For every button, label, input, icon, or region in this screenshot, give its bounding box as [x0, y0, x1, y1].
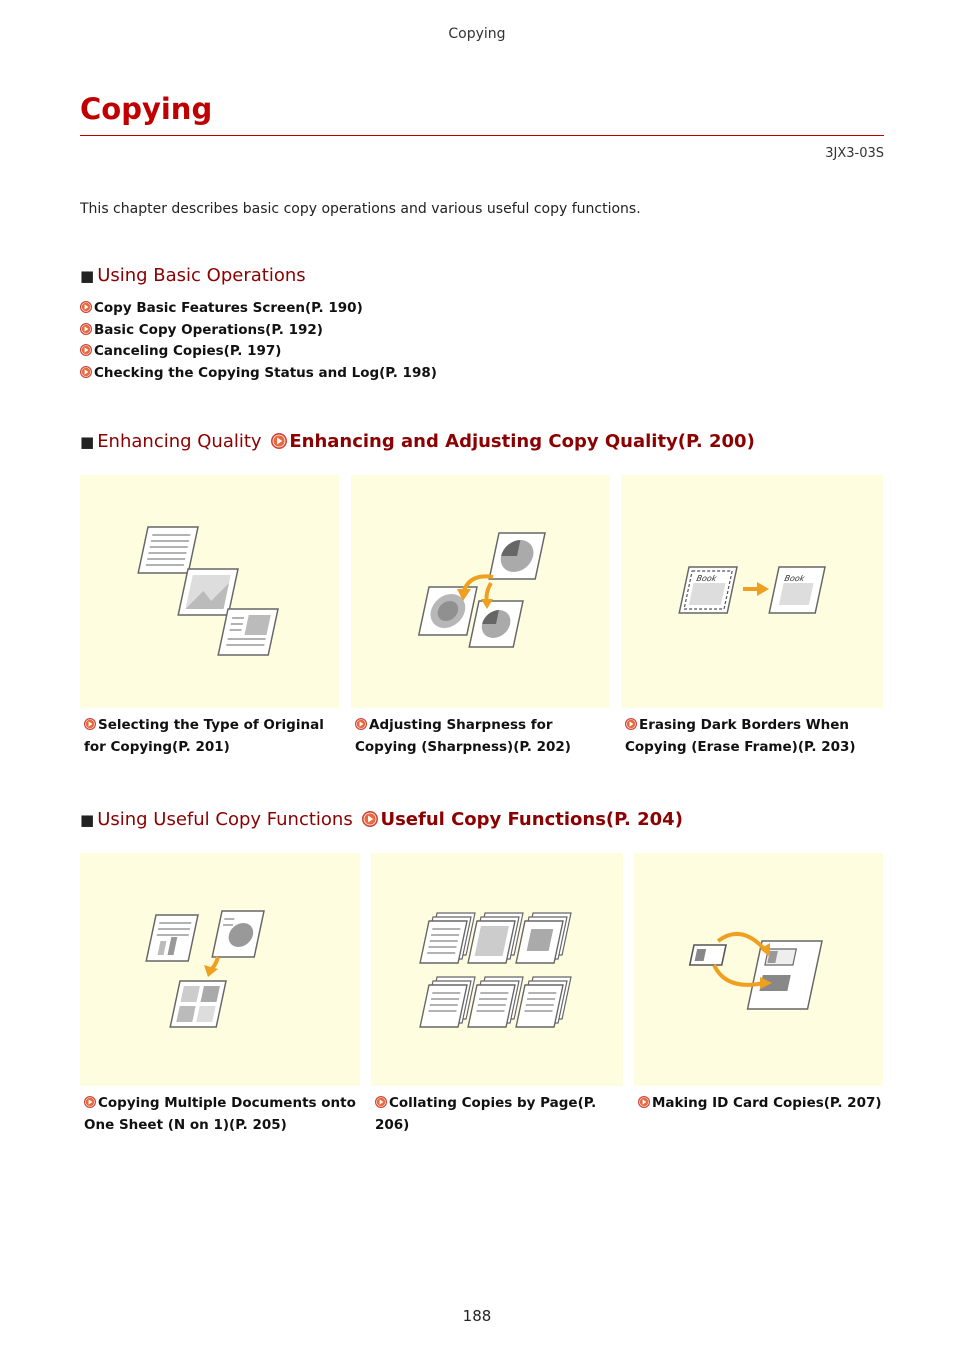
page-title: Copying: [80, 92, 213, 126]
collate-icon: [371, 853, 623, 1086]
page-number: 188: [462, 1307, 492, 1325]
link-checking-status-log[interactable]: Checking the Copying Status and Log(P. 198): [80, 363, 437, 385]
circle-arrow-right-icon: [638, 1096, 650, 1108]
section-marker-icon: ■: [80, 433, 95, 451]
id-card-icon: [634, 853, 883, 1086]
circle-arrow-right-icon: [80, 323, 92, 335]
section-title: Using Useful Copy Functions: [97, 809, 353, 830]
link-enhancing-adjusting-quality[interactable]: Enhancing and Adjusting Copy Quality(P. 200): [271, 431, 754, 452]
circle-arrow-right-icon: [80, 366, 92, 378]
book-label: Book: [783, 573, 806, 583]
document-code: 3JX3-03S: [825, 146, 884, 161]
circle-arrow-right-icon: [355, 718, 367, 730]
illustration-sharpness: [351, 475, 610, 708]
section-marker-icon: ■: [80, 267, 95, 285]
circle-arrow-right-icon: [625, 718, 637, 730]
illustration-collate: [371, 853, 623, 1086]
sharpness-icon: [351, 475, 610, 708]
document-types-icon: [80, 475, 339, 708]
illustration-erase-frame: [621, 475, 883, 708]
link-collating-copies[interactable]: Collating Copies by Page(P. 206): [375, 1095, 597, 1133]
link-erasing-dark-borders[interactable]: Erasing Dark Borders When Copying (Erase Frame)(P. 203): [625, 717, 856, 755]
circle-arrow-right-icon: [80, 344, 92, 356]
circle-arrow-right-icon: [84, 718, 96, 730]
link-useful-copy-functions[interactable]: Useful Copy Functions(P. 204): [362, 809, 682, 830]
section-title: Using Basic Operations: [97, 265, 306, 286]
n-on-1-icon: [80, 853, 360, 1086]
running-header: Copying: [448, 26, 506, 42]
link-id-card-copies[interactable]: Making ID Card Copies(P. 207): [638, 1092, 883, 1114]
title-divider: [80, 135, 884, 136]
basic-operations-link-list: [80, 298, 437, 384]
section-heading-enhancing-quality: [80, 431, 755, 452]
link-n-on-1[interactable]: Copying Multiple Documents onto One Sheet (N on 1)(P. 205): [84, 1095, 356, 1133]
illustration-original-type: [80, 475, 339, 708]
circle-arrow-right-icon: [362, 811, 378, 827]
section-title: Enhancing Quality: [97, 431, 262, 452]
link-basic-copy-operations[interactable]: Basic Copy Operations(P. 192): [80, 320, 437, 342]
link-canceling-copies[interactable]: Canceling Copies(P. 197): [80, 341, 437, 363]
section-heading-basic-operations: [80, 265, 306, 286]
illustration-id-card: [634, 853, 883, 1086]
circle-arrow-right-icon: [375, 1096, 387, 1108]
erase-frame-icon: [621, 475, 883, 708]
book-label: Book: [695, 573, 718, 583]
link-copy-basic-features[interactable]: Copy Basic Features Screen(P. 190): [80, 298, 437, 320]
section-marker-icon: ■: [80, 811, 95, 829]
link-selecting-original-type[interactable]: Selecting the Type of Original for Copying(P. 201): [84, 717, 324, 755]
circle-arrow-right-icon: [80, 301, 92, 313]
intro-paragraph: This chapter describes basic copy operations and various useful copy functions.: [80, 201, 641, 217]
circle-arrow-right-icon: [84, 1096, 96, 1108]
link-adjusting-sharpness[interactable]: Adjusting Sharpness for Copying (Sharpness)(P. 202): [355, 717, 571, 755]
circle-arrow-right-icon: [271, 433, 287, 449]
section-heading-useful-functions: [80, 809, 683, 830]
illustration-n-on-1: [80, 853, 360, 1086]
